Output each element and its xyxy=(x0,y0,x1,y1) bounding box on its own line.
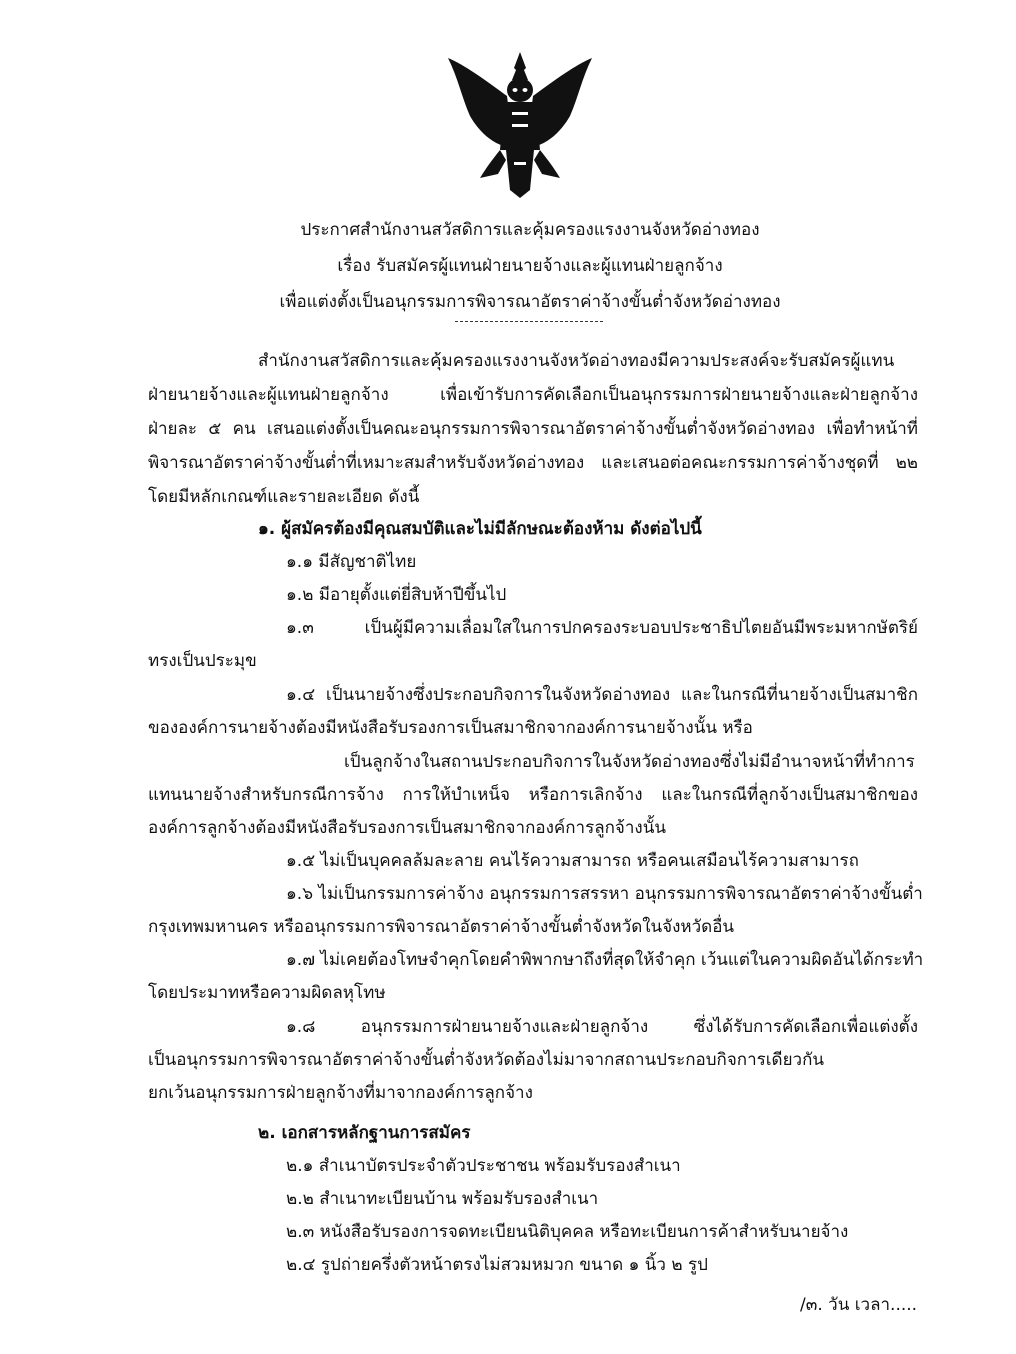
intro-line-4: พิจารณาอัตราค่าจ้างขั้นต่ำที่เหมาะสมสำหรับจังหวัดอ่างทอง และเสนอต่อคณะกรรมการค่าจ้างชุดที่ ๒๒ xyxy=(148,453,918,473)
garuda-emblem-icon xyxy=(440,50,600,200)
item-1-4: ๑.๔ เป็นนายจ้างซึ่งประกอบกิจการในจังหวัดอ่างทอง และในกรณีที่นายจ้างเป็นสมาชิก xyxy=(286,685,918,705)
intro-line-2: ฝ่ายนายจ้างและผู้แทนฝ่ายลูกจ้าง เพื่อเข้ารับการคัดเลือกเป็นอนุกรรมการฝ่ายนายจ้างและฝ่ายลูกจ้าง xyxy=(148,385,918,405)
item-1-7-cont: โดยประมาทหรือความผิดลหุโทษ xyxy=(148,983,386,1003)
header-subject: เรื่อง รับสมัครผู้แทนฝ่ายนายจ้างและผู้แทนฝ่ายลูกจ้าง xyxy=(337,256,723,276)
item-1-8: ๑.๘ อนุกรรมการฝ่ายนายจ้างและฝ่ายลูกจ้าง ซึ่งได้รับการคัดเลือกเพื่อแต่งตั้ง xyxy=(286,1017,918,1037)
item-2-1: ๒.๑ สำเนาบัตรประจำตัวประชาชน พร้อมรับรองสำเนา xyxy=(286,1156,681,1176)
intro-line-3: ฝ่ายละ ๕ คน เสนอแต่งตั้งเป็นคณะอนุกรรมการพิจารณาอัตราค่าจ้างขั้นต่ำจังหวัดอ่างทอง เพื่อทำหน้าที่ xyxy=(148,419,918,439)
header-line-3: เพื่อแต่งตั้งเป็นอนุกรรมการพิจารณาอัตราค่าจ้างขั้นต่ำจังหวัดอ่างทอง xyxy=(279,292,781,312)
item-1-8-end: ยกเว้นอนุกรรมการฝ่ายลูกจ้างที่มาจากองค์การลูกจ้าง xyxy=(148,1083,533,1103)
item-1-4-alt-end: องค์การลูกจ้างต้องมีหนังสือรับรองการเป็นสมาชิกจากองค์การลูกจ้างนั้น xyxy=(148,818,666,838)
item-1-6-cont: กรุงเทพมหานคร หรืออนุกรรมการพิจารณาอัตราค่าจ้างขั้นต่ำจังหวัดในจังหวัดอื่น xyxy=(148,917,735,937)
section-1-heading: ๑. ผู้สมัครต้องมีคุณสมบัติและไม่มีลักษณะต้องห้าม ดังต่อไปนี้ xyxy=(258,519,702,539)
item-1-3: ๑.๓ เป็นผู้มีความเลื่อมใสในการปกครองระบอบประชาธิปไตยอันมีพระมหากษัตริย์ xyxy=(286,618,918,638)
item-1-1: ๑.๑ มีสัญชาติไทย xyxy=(286,552,417,572)
intro-line-1: สำนักงานสวัสดิการและคุ้มครองแรงงานจังหวัดอ่างทองมีความประสงค์จะรับสมัครผู้แทน xyxy=(258,351,895,371)
intro-line-5: โดยมีหลักเกณฑ์และรายละเอียด ดังนี้ xyxy=(148,487,420,507)
header-divider xyxy=(455,321,603,322)
item-1-2: ๑.๒ มีอายุตั้งแต่ยี่สิบห้าปีขึ้นไป xyxy=(286,585,507,605)
continuation-note: /๓. วัน เวลา..... xyxy=(800,1295,918,1315)
item-1-5: ๑.๕ ไม่เป็นบุคคลล้มละลาย คนไร้ความสามารถ หรือคนเสมือนไร้ความสามารถ xyxy=(286,851,859,871)
item-1-4-cont: ขององค์การนายจ้างต้องมีหนังสือรับรองการเป็นสมาชิกจากองค์การนายจ้างนั้น หรือ xyxy=(148,718,753,738)
section-2-heading: ๒. เอกสารหลักฐานการสมัคร xyxy=(258,1123,471,1143)
item-1-7: ๑.๗ ไม่เคยต้องโทษจำคุกโดยคำพิพากษาถึงที่สุดให้จำคุก เว้นแต่ในความผิดอันได้กระทำ xyxy=(286,950,924,970)
item-1-3-cont: ทรงเป็นประมุข xyxy=(148,651,257,671)
item-2-4: ๒.๔ รูปถ่ายครึ่งตัวหน้าตรงไม่สวมหมวก ขนาด ๑ นิ้ว ๒ รูป xyxy=(286,1255,708,1275)
item-1-4-alt-cont: แทนนายจ้างสำหรับกรณีการจ้าง การให้บำเหน็จ หรือการเลิกจ้าง และในกรณีที่ลูกจ้างเป็นสมาชิกของ xyxy=(148,785,918,805)
item-2-2: ๒.๒ สำเนาทะเบียนบ้าน พร้อมรับรองสำเนา xyxy=(286,1189,599,1209)
item-1-8-cont: เป็นอนุกรรมการพิจารณาอัตราค่าจ้างขั้นต่ำจังหวัดต้องไม่มาจากสถานประกอบกิจการเดียวกัน xyxy=(148,1050,825,1070)
header-line-1: ประกาศสำนักงานสวัสดิการและคุ้มครองแรงงานจังหวัดอ่างทอง xyxy=(300,220,760,240)
item-1-4-alt: เป็นลูกจ้างในสถานประกอบกิจการในจังหวัดอ่างทองซึ่งไม่มีอำนาจหน้าที่ทำการ xyxy=(344,752,915,772)
item-1-6: ๑.๖ ไม่เป็นกรรมการค่าจ้าง อนุกรรมการสรรหา อนุกรรมการพิจารณาอัตราค่าจ้างขั้นต่ำ xyxy=(286,884,923,904)
item-2-3: ๒.๓ หนังสือรับรองการจดทะเบียนนิติบุคคล หรือทะเบียนการค้าสำหรับนายจ้าง xyxy=(286,1222,849,1242)
